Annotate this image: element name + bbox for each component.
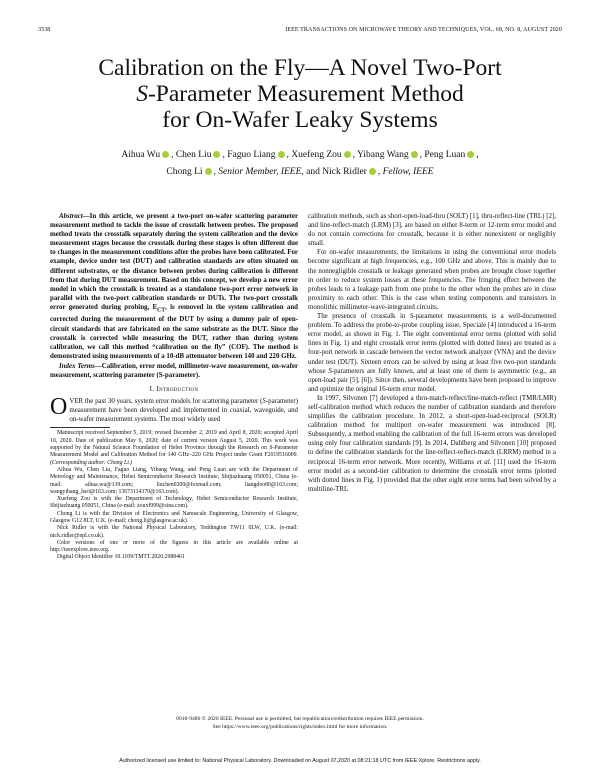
- abstract-subscript: CT: [157, 307, 166, 314]
- author-separator: ,: [476, 150, 479, 160]
- author-title-fellow: Fellow, IEEE: [382, 167, 434, 177]
- right-column: [308, 212, 556, 494]
- author-line-1: [55, 147, 545, 164]
- paragraph-crosstalk-problem: The presence of crosstalk in S-parameter measurements is a well-documented problem. To address the probe-to-probe coupling issue, Speciale [4] introduced a 16-term error model, as shown in Fig. 1. The eight conventional error terms (plotted with solid lines in Fig. 1) and eight crosstalk error terms (plotted with dotted lines) are treated as a four-port network in cascade between the vector network analyzer (VNA) and the device under test (DUT). Sixteen errors can be solved by using at least five two-port standards whose S-parameters are fully known, and at least one of them is asymmetric (e.g., an open-load pair [5], [6]). Since then, several developments have been proposed to improve and optimize the original 16-term error model.: [308, 313, 556, 393]
- index-terms: [50, 362, 298, 380]
- author-aihua-wu: Aihua Wu: [121, 150, 161, 160]
- author-chen-liu: , Chen Liu: [171, 150, 212, 160]
- author-separator: ,: [377, 167, 383, 177]
- author-nick-ridler: , and Nick Ridler: [301, 167, 367, 177]
- author-list: [55, 147, 545, 181]
- index-terms-label: Index Terms: [59, 362, 95, 370]
- index-terms-text: —Calibration, error model, millimeter-wave measurement, on-wafer measurement, scattering parameter (S-parameter).: [50, 362, 298, 379]
- copyright-line-1: 0018-9480 © 2020 IEEE. Personal use is permitted, but republication/redistribution requires IEEE permission.: [176, 716, 424, 722]
- page-number: 3538: [38, 27, 51, 33]
- orcid-icon[interactable]: [411, 151, 418, 158]
- title-line-1: Calibration on the Fly—A Novel Two-Port: [98, 55, 502, 81]
- paragraph-calibration-methods: calibration methods, such as short-open-load-thru (SOLT) [1], thru-reflect-line (TRL) [2], and line-reflect-match (LRM) [3], are based on either 8-term or 12-term error model and do not contain corrections for crosstalk, because it is either nonexistent or negligibly small.: [308, 213, 556, 248]
- author-title-senior-member: Senior Member, IEEE: [218, 167, 302, 177]
- author-faguo-liang: , Faguo Liang: [222, 150, 276, 160]
- section-heading-introduction: I. Introduction: [149, 385, 199, 394]
- orcid-icon[interactable]: [344, 151, 351, 158]
- footnote-color-figures: Color versions of one or more of the figures in this article are available online at http://ieeexplore.ieee.org.: [50, 539, 298, 554]
- orcid-icon[interactable]: [162, 151, 169, 158]
- abstract: [50, 212, 298, 361]
- copyright-line-2[interactable]: See https://www.ieee.org/publications/rights/index.html for more information.: [212, 723, 388, 730]
- orcid-icon[interactable]: [213, 151, 220, 158]
- intro-lead: VER: [69, 398, 84, 406]
- author-line-2: [55, 164, 545, 181]
- footnote-affiliation-hsri: Aihua Wu, Chen Liu, Faguo Liang, Yibang Wang, and Peng Luan are with the Department of Metrology and Maintenance, Hebei Semiconductor Research Institute, Shijiazhuang 050051, China (e-mail: aihua.wu@139.com; liuchen0209@foxmail.com; liangdoo80@163.com; wangyibang_hsri@163.com; 13673114370@163.com).: [50, 466, 298, 495]
- running-head: [38, 27, 562, 37]
- orcid-icon[interactable]: [467, 151, 474, 158]
- footnotes: [50, 430, 298, 561]
- paper-title: [40, 55, 560, 133]
- abstract-label: Abstract: [59, 213, 83, 220]
- license-notice: Authorized licensed use limited to: National Physical Laboratory. Downloaded on August 07,2020 at 08:21:18 UTC from IEEE Xplore. Restrictions apply.: [119, 758, 481, 764]
- footnote-affiliation-li: Chong Li is with the Division of Electronics and Nanoscale Engineering, University of Glasgow, Glasgow G12 8LT, U.K. (e-mail: chong.li@glasgow.ac.uk).: [50, 510, 298, 524]
- footnote-affiliation-ridler: Nick Ridler is with the National Physical Laboratory, Teddington TW11 0LW, U.K. (e-mail: nick.ridler@npl.co.uk).: [50, 525, 298, 539]
- orcid-icon[interactable]: [205, 168, 212, 175]
- footnote-divider: [50, 427, 110, 428]
- abstract-text-2: , is removed in the system calibration and corrected during the measurement of the DUT by using a dummy pair of open-circuit standards that are fabricated on the same substrate as the DUT. Since the crosstalk is corrected while measuring the DUT, rather than during system calibration, we call this method “calibration on the fly” (COF). The method is demonstrated using measurements of a 10-dB attenuator between 140 and 220 GHz.: [50, 303, 298, 360]
- title-line-2: [40, 81, 560, 107]
- author-separator: ,: [213, 167, 219, 177]
- footnote-affiliation-zou: Xuefeng Zou is with the Department of Technology, Hebei Semiconductor Research Institute, Shijiazhuang 050051, China (e-mail: zouxf999@sina.com).: [50, 496, 298, 510]
- footnote-manuscript: Manuscript received September 5, 2019; revised December 2, 2019 and April 8, 2020; accepted April 10, 2020. Date of publication May 6, 2020; date of current version August 5, 2020. This work was supported by the Natural Science Foundation of Hebei Province through the Research on S-Parameter Measurement Model and Calibration Method for 140 GHz–220 GHz Project under Grant F2019516009. (Corresponding author: Chong Li.): [50, 430, 298, 466]
- author-yibang-wang: , Yibang Wang: [352, 150, 409, 160]
- paragraph-on-wafer-limitations: For on-wafer measurements, the limitations in using the conventional error models become significant at high frequencies, e.g., 100 GHz and above. This is mainly due to the nonnegligible crosstalk or leakage generated when probes are brought closer together in order to reduce system losses at these frequencies. The fringing effect between the probes leads to a leakage path from one probe to the other when the probes are in close proximity to each other. This is the case when testing components and transistors in monolithic millimeter-wave-integrated circuits.: [308, 249, 556, 311]
- journal-name: IEEE TRANSACTIONS ON MICROWAVE THEORY AND TECHNIQUES, VOL. 68, NO. 8, AUGUST 2020: [285, 27, 562, 33]
- title-line-3: for On-Wafer Leaky Systems: [162, 107, 438, 133]
- footnote-doi[interactable]: Digital Object Identifier 10.1109/TMTT.2020.2988461: [57, 554, 185, 561]
- title-s-italic: S: [136, 81, 148, 107]
- author-peng-luan: , Peng Luan: [419, 150, 466, 160]
- author-chong-li: Chong Li: [166, 167, 203, 177]
- orcid-icon[interactable]: [278, 151, 285, 158]
- copyright-notice: [60, 716, 540, 731]
- author-xuefeng-zou: , Xuefeng Zou: [286, 150, 342, 160]
- intro-paragraph: OVER the past 30 years, system error models for scattering parameter (S-parameter) measurement have been developed and implemented in coaxial, waveguide, and on-wafer measurement systems. The most widely used: [50, 394, 298, 424]
- title-line-2-rest: -Parameter Measurement Method: [147, 81, 464, 107]
- drop-cap: O: [50, 394, 68, 421]
- abstract-text: —In this article, we present a two-port on-wafer scattering parameter measurement method to tackle the issue of crosstalk between probes. The proposed method treats the crosstalk separately during the system calibration and the device measurement stages because the crosstalk during these stages is often different due to changes in the measurement conditions after the probes have been calibrated. For example, device under test (DUT) and calibration standards are often situated on different substrates, or the distance between probes during calibration is different from that during DUT measurement. Based on this concept, we develop a new error model in which the crosstalk is treated as a standalone two-port error network in parallel with the two-port calibration standards or DUTs. The two-port crosstalk error generated during probing, E: [50, 213, 298, 311]
- left-column: [50, 212, 298, 562]
- orcid-icon[interactable]: [369, 168, 376, 175]
- paragraph-developments: In 1997, Silvonen [7] developed a thru-match-reflect/line-match-reflect (TMR/LMR) self-calibration method which reduces the number of calibration standards and therefore simplifies the calibration procedure. In 2012, a short-open-load-reciprocal (SOLR) calibration method for multiport on-wafer measurement was introduced [8]. Subsequently, a method enabling the calibration of the full 16-term errors was developed using only four calibration standards [9]. In 2014, Dahlberg and Silvonen [10] proposed to define the calibration standards for the line-reflect-reflect-match (LRRM) method in a reciprocal 16-term error network. More recently, Williams et al. [11] used the 16-term error model as a second-tier calibration to determine the crosstalk error terms (plotted with dotted lines in Fig. 1) provided that the other eight error terms had been solved by a multiline-TRL: [308, 394, 556, 493]
